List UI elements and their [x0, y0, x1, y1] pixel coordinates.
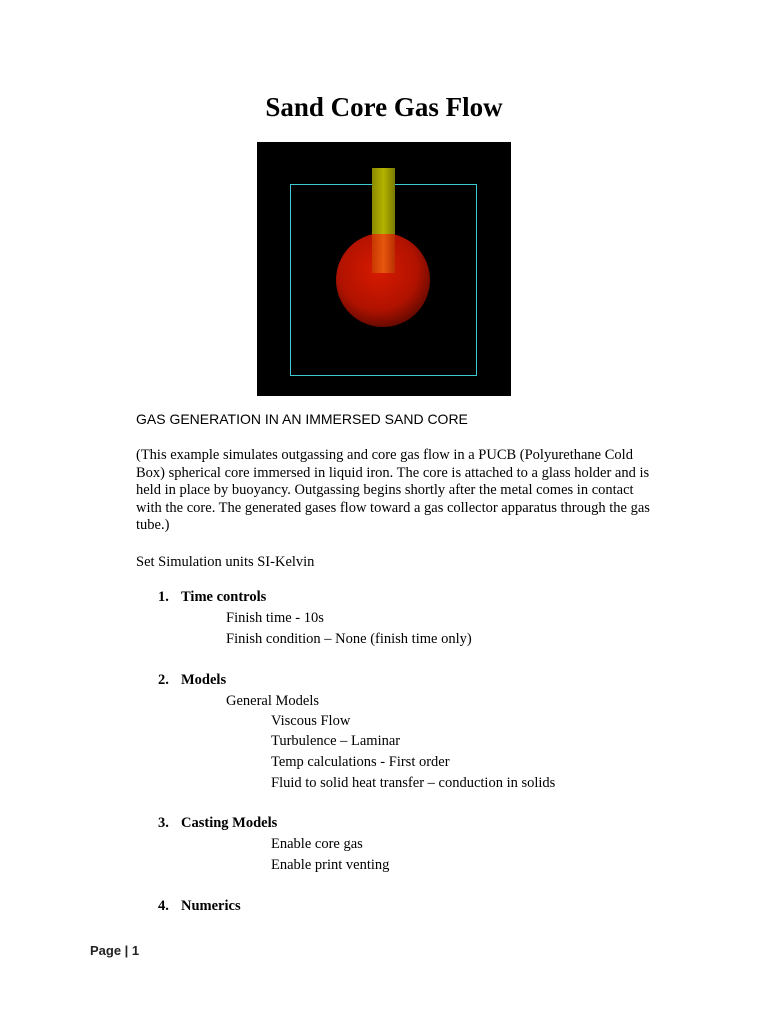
section-heading: GAS GENERATION IN AN IMMERSED SAND CORE — [136, 411, 468, 427]
glass-holder — [372, 168, 395, 234]
step-detail: Enable core gas — [271, 836, 363, 852]
intro-line: Box) spherical core immersed in liquid iron. The core is attached to a glass holder and is — [136, 464, 650, 481]
step-numerics — [158, 898, 241, 915]
step-models — [158, 672, 226, 689]
step-number: 4. — [158, 898, 169, 914]
step-number: 1. — [158, 589, 169, 605]
step-casting-models — [158, 815, 277, 832]
intro-line: held in place by buoyancy. Outgassing begins shortly after the metal comes in contact — [136, 482, 634, 499]
step-detail: Enable print venting — [271, 857, 390, 873]
step-detail: General Models — [226, 693, 320, 709]
intro-paragraph — [136, 447, 676, 535]
intro-line: with the core. The generated gases flow toward a gas collector apparatus through the gas — [136, 499, 650, 516]
step-time-controls — [158, 589, 266, 606]
core-illustration — [257, 142, 511, 396]
step-detail: Temp calculations - First order — [271, 754, 450, 770]
step-detail: Finish condition – None (finish time only) — [226, 631, 472, 647]
step-title: Casting Models — [181, 815, 278, 831]
intro-line: (This example simulates outgassing and core gas flow in a PUCB (Polyurethane Cold — [136, 447, 633, 463]
simulation-figure — [257, 142, 511, 396]
step-title: Time controls — [181, 589, 267, 605]
step-detail: Viscous Flow — [271, 713, 351, 729]
document-title: Sand Core Gas Flow — [265, 92, 503, 122]
step-number: 3. — [158, 815, 169, 831]
step-detail: Turbulence – Laminar — [271, 733, 401, 749]
step-number: 2. — [158, 672, 169, 688]
step-detail: Finish time - 10s — [226, 610, 324, 626]
step-title: Models — [181, 672, 227, 688]
intro-line: tube.) — [136, 517, 170, 534]
holder-inside-core — [372, 234, 395, 273]
step-title: Numerics — [181, 898, 241, 914]
units-line: Set Simulation units SI-Kelvin — [136, 554, 315, 570]
step-detail: Fluid to solid heat transfer – conduction in solids — [271, 775, 556, 791]
page-number-footer: Page | 1 — [90, 943, 140, 958]
